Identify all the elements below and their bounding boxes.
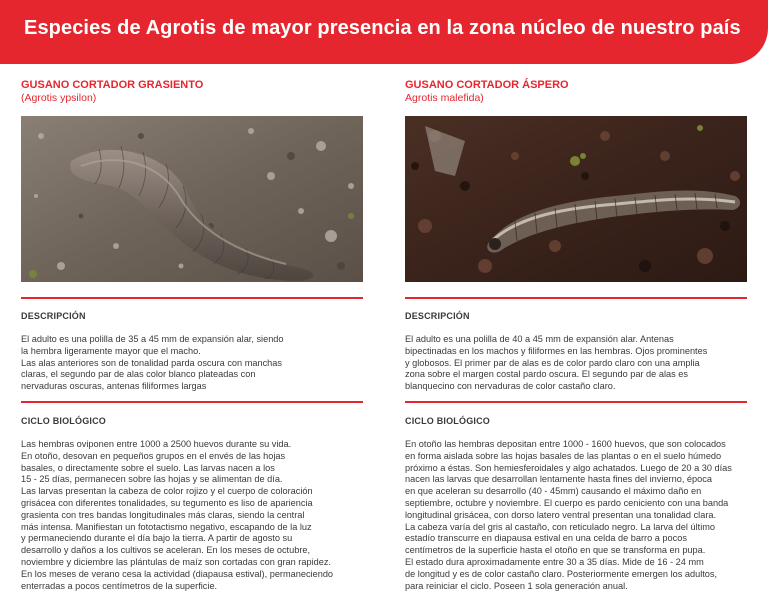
text-line: en que aceleran su desarrollo (40 - 45mm) causando el máximo daño en [405,486,702,497]
text-line: nacen las larvas que desarrollan lentamente hasta fines del invierno, época [405,474,712,485]
cycle-text [21,439,363,592]
description-text [21,334,363,393]
text-line: grisácea con diferentes tonalidades, su tegumento es liso de apariencia [21,497,313,508]
text-line: la hembra ligeramente mayor que el macho. [21,345,201,356]
species-common-name: GUSANO CORTADOR ÁSPERO [405,79,569,91]
text-line: Las larvas presentan la cabeza de color rojizo y el cuerpo de coloración [21,486,313,497]
text-line: enterradas a pocos centímetros de la superficie. [21,580,218,591]
text-line: blanquecino con nervaduras de color castaño claro. [405,381,616,392]
cycle-heading: CICLO BIOLÓGICO [21,416,106,426]
title-banner [0,0,768,64]
text-line: de longitud y es de color castaño claro. Posteriormente emergen los adultos, [405,568,718,579]
species-scientific-name: Agrotis malefida) [405,92,484,104]
text-line: El estado dura aproximadamente entre 30 a 35 días. Mide de 16 - 24 mm [405,556,704,567]
greasy-cutworm-photo [21,116,363,282]
text-line: 15 - 25 días, permanecen sobre las hojas y se alimentan de día. [21,474,283,485]
section-divider [405,401,747,403]
section-divider [405,297,747,299]
text-line: y globosos. El primer par de alas es de color pardo claro con una amplia [405,357,700,368]
text-line: septiembre, octubre y noviembre. El cuerpo es pardo ceniciento con una banda [405,497,729,508]
text-line: Las alas anteriores son de tonalidad parda oscura con manchas [21,357,282,368]
text-line: grasienta con tres bandas longitudinales más claras, siendo la central [21,509,305,520]
species-column-right [405,78,747,592]
text-line: zona sobre el margen costal pardo oscura. El segundo par de alas es [405,369,688,380]
text-line: En los meses de verano cesa la actividad (diapausa estival), permaneciendo [21,568,334,579]
text-line: bipectinadas en los machos y filiformes en las hembras. Ojos prominentes [405,345,708,356]
rough-cutworm-photo [405,116,747,282]
species-common-name: GUSANO CORTADOR GRASIENTO [21,79,204,91]
text-line: longitudinal grisácea, con dorso latero ventral presentan una tonalidad clara. [405,509,717,520]
text-line: nervaduras oscuras, antenas filiformes largas [21,381,207,392]
text-line: En otoño, desovan en pequeños grupos en el envés de las hojas [21,450,286,461]
description-heading: DESCRIPCIÓN [405,311,470,321]
text-line: La cabeza varía del gris al castaño, con reticulado negro. La larva del último [405,521,716,532]
text-line: El adulto es una polilla de 35 a 45 mm de expansión alar, siendo [21,334,284,344]
text-line: próximo a éstas. Son hemiesferoidales y algo achatados. Luego de 20 a 30 días [405,462,732,473]
text-line: y permaneciendo durante el día bajo la tierra. A partir de agosto su [21,533,293,544]
text-line: desarrollo y daños a los cultivos se aceleran. En los meses de octubre, [21,545,311,556]
text-line: centímetros de la superficie hasta el otoño en que se transforma en pupa. [405,545,706,556]
cycle-text [405,439,747,592]
species-column-left [21,78,363,592]
page-title: Especies de Agrotis de mayor presencia en la zona núcleo de nuestro país [24,17,741,39]
text-line: más intensa. Manifiestan un fototactismo negativo, escapando de la luz [21,521,312,532]
text-line: basales, o directamente sobre el suelo. Las larvas nacen a los [21,462,275,473]
text-line: para reiniciar el ciclo. Poseen 1 sola generación anual. [405,580,628,591]
text-line: En otoño las hembras depositan entre 1000 - 1600 huevos, que son colocados [405,439,726,449]
text-line: El adulto es una polilla de 40 a 45 mm de expansión alar. Antenas [405,334,674,344]
text-line: Las hembras oviponen entre 1000 a 2500 huevos durante su vida. [21,439,292,449]
description-text [405,334,747,393]
text-line: estadío transcurre en diapausa estival en una celda de barro a pocos [405,533,687,544]
text-line: en forma aislada sobre las hojas basales de las plantas o en el suelo húmedo [405,450,722,461]
description-heading: DESCRIPCIÓN [21,311,86,321]
cycle-heading: CICLO BIOLÓGICO [405,416,490,426]
section-divider [21,401,363,403]
species-scientific-name: (Agrotis ypsilon) [21,92,97,104]
text-line: claras, el segundo par de alas color blanco plateadas con [21,369,256,380]
text-line: noviembre y diciembre las plántulas de maíz son cortadas con gran rapidez. [21,556,331,567]
section-divider [21,297,363,299]
